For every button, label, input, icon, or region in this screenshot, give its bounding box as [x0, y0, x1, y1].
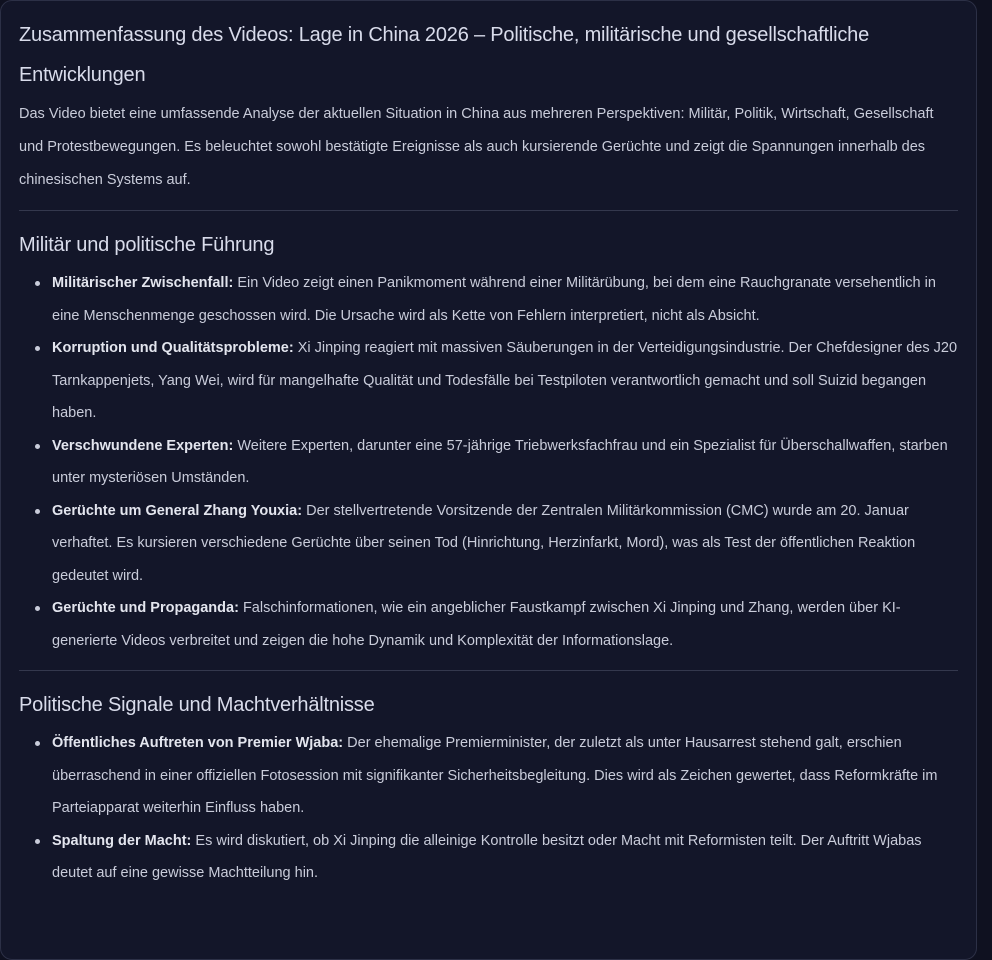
list-item	[33, 727, 958, 825]
list-item	[33, 495, 958, 593]
bullet-list-politics	[19, 727, 958, 890]
item-text: Weitere Experten, darunter eine 57-jährige Triebwerksfachfrau und ein Spezialist für Überschallwaffen, starben unter mysteriösen Umständen.	[52, 437, 948, 486]
item-text: Falschinformationen, wie ein angeblicher Faustkampf zwischen Xi Jinping und Zhang, werden über KI-generierte Videos verbreitet und zeigen die hohe Dynamik und Komplexität der Informationslage.	[52, 600, 901, 649]
item-text: Der stellvertretende Vorsitzende der Zentralen Militärkommission (CMC) wurde am 20. Januar verhaftet. Es kursieren verschiedene Gerüchte über seinen Tod (Hinrichtung, Herzinfarkt, Mord), was als Test der öffentlichen Reaktion gedeutet wird.	[52, 502, 916, 584]
list-item	[33, 825, 958, 890]
item-text: Ein Video zeigt einen Panikmoment während einer Militärübung, bei dem eine Rauchgranate versehentlich in eine Menschenmenge geschossen wird. Die Ursache wird als Kette von Fehlern interpretiert, nicht als Absicht.	[52, 275, 936, 324]
item-label: Öffentliches Auftreten von Premier Wjaba:	[52, 735, 344, 751]
item-label: Gerüchte und Propaganda:	[52, 600, 239, 616]
summary-intro: Das Video bietet eine umfassende Analyse der aktuellen Situation in China aus mehreren Perspektiven: Militär, Politik, Wirtschaft, Gesellschaft und Protestbewegungen. Es beleuchtet sowohl bestätigte Ereignisse als auch kursierende Gerüchte und zeigt die Spannungen innerhalb des chinesischen Systems auf.	[19, 106, 934, 188]
bullet-list-military	[19, 267, 958, 657]
item-label: Gerüchte um General Zhang Youxia:	[52, 502, 303, 519]
section-divider	[19, 670, 958, 671]
list-item	[33, 332, 958, 430]
item-label: Verschwundene Experten:	[52, 437, 234, 454]
item-text: Der ehemalige Premierminister, der zuletzt als unter Hausarrest stehend galt, erschien überraschend in einer offiziellen Fotosession mit signifikanter Sicherheitsbegleitung. Dies wird als Zeichen gewertet, dass Reformkräfte im Parteiapparat weiterhin Einfluss haben.	[52, 735, 938, 816]
list-item	[33, 430, 958, 495]
item-text: Xi Jinping reagiert mit massiven Säuberungen in der Verteidigungsindustrie. Der Chefdesigner des J20 Tarnkappenjets, Yang Wei, wird für mangelhafte Qualität und Todesfälle bei Testpiloten verantwortlich gemacht und soll Suizid begangen haben.	[52, 340, 958, 421]
item-text: Es wird diskutiert, ob Xi Jinping die alleinige Kontrolle besitzt oder Macht mit Reformisten teilt. Der Auftritt Wjabas deutet auf eine gewisse Machtteilung hin.	[52, 832, 922, 881]
item-label: Korruption und Qualitätsprobleme:	[52, 340, 294, 356]
list-item	[33, 592, 958, 657]
item-label: Militärischer Zwischenfall:	[52, 275, 234, 291]
summary-title: Zusammenfassung des Videos: Lage in China 2026 – Politische, militärische und gesellschaftliche Entwicklungen	[19, 24, 870, 86]
item-label: Spaltung der Macht:	[52, 832, 192, 849]
section-divider	[19, 210, 958, 211]
list-item	[33, 267, 958, 332]
section-heading-military: Militär und politische Führung	[19, 234, 275, 256]
section-heading-politics: Politische Signale und Machtverhältnisse	[19, 694, 375, 716]
